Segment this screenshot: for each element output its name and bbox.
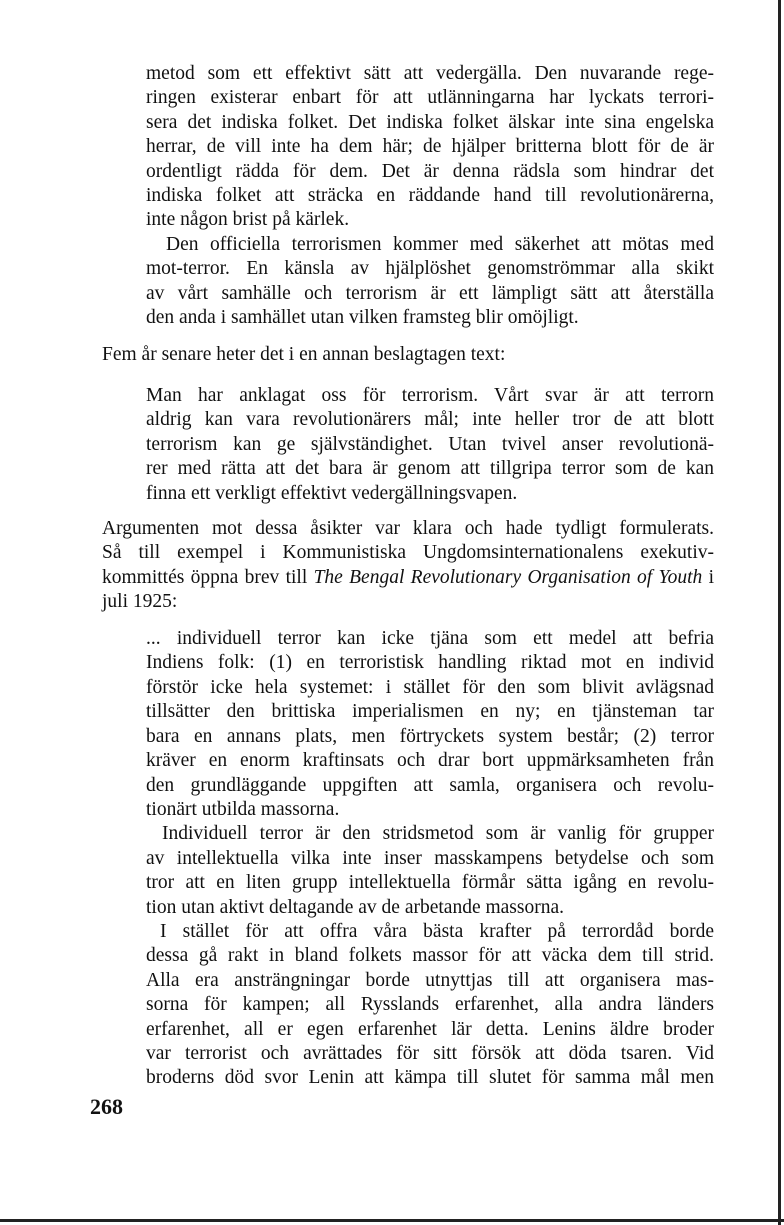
quote-1-line: inte någon brist på kärlek. [146,209,350,230]
quote-1-line: av vårt samhälle och terrorism är ett lämpligt sätt att återställa [146,283,714,304]
body-line-with-title [102,566,714,590]
quote-3-line: av intellektuella vilka inte inser masskampens betydelse och som [146,848,714,869]
quote-3-line: förstör icke hela systemet: i stället för den som blivit avlägsnad [146,677,714,698]
body-line: juli 1925: [102,591,178,612]
quote-3-line: I stället för att offra våra bästa krafter på terrordåd borde [160,921,714,942]
quote-1-line: herrar, de vill inte ha dem här; de hjälper britterna blott för de är [146,136,714,157]
quote-2-line: Man har anklagat oss för terrorism. Vårt svar är att terrorn [146,385,714,406]
quote-3-line: var terrorist och avrättades för sitt försök att döda tsaren. Vid [146,1043,714,1064]
quote-2-line: terrorism kan ge självständighet. Utan tvivel anser revolutionä- [146,434,714,455]
quote-1-line: Den officiella terrorismen kommer med säkerhet att mötas med [166,234,714,255]
quote-2-line: rer med rätta att det bara är genom att tillgripa terror som de kan [146,458,714,479]
quote-3-line: den grundläggande uppgiften att samla, organisera och revolu- [146,775,714,796]
quote-3-line: tror att en liten grupp intellektuella förmår sätta igång en revolu- [146,872,714,893]
quote-3-line: ... individuell terror kan icke tjäna som ett medel att befria [146,628,714,649]
quote-3-line: erfarenhet, all er egen erfarenhet lär detta. Lenins äldre broder [146,1019,714,1040]
quote-3-line: tillsätter den brittiska imperialismen en ny; en tjänsteman tar [146,701,714,722]
body-line-text: i [702,567,714,588]
quote-1-line: sera det indiska folket. Det indiska folket älskar inte sina engelska [146,112,714,133]
scan-edge-bottom [0,1219,784,1222]
scan-edge-right [778,0,781,1225]
quote-1-line: den anda i samhället utan vilken framsteg blir omöjligt. [146,307,579,328]
quote-1-line: ordentligt rädda för dem. Det är denna rädsla som hindrar det [146,161,714,182]
quote-3-line: bara en annans plats, men förtryckets system består; (2) terror [146,726,714,747]
quote-3-line: tionärt utbilda massorna. [146,799,340,820]
page-number: 268 [90,1094,123,1119]
quote-3-line: sorna för kampen; all Rysslands erfarenhet, alla andra länders [146,994,714,1015]
quote-3-line: Individuell terror är den stridsmetod som är vanlig för grupper [162,823,714,844]
quote-1-line: ringen existerar enbart för att utlänningarna har lyckats terrori- [146,87,714,108]
body-line: Så till exempel i Kommunistiska Ungdomsinternationalens exekutiv- [102,542,714,563]
quote-1-line: indiska folket att sträcka en räddande hand till revolutionärerna, [146,185,714,206]
quote-2-line: finna ett verkligt effektivt vedergällningsvapen. [146,483,518,504]
body-line: Argumenten mot dessa åsikter var klara och hade tydligt formulerats. [102,518,714,539]
quote-3-line: dessa gå rakt in bland folkets massor för att väcka dem till strid. [146,945,714,966]
quote-1-line: metod som ett effektivt sätt att vedergälla. Den nuvarande rege- [146,63,714,84]
organisation-title: The Bengal Revolutionary Organisation of Youth [313,567,703,588]
quote-2-line: aldrig kan vara revolutionärers mål; inte heller tror de att blott [146,409,714,430]
intro-line: Fem år senare heter det i en annan beslagtagen text: [102,344,506,365]
quote-3-line: Alla era ansträngningar borde utnyttjas till att organisera mas- [146,970,714,991]
quote-3-line: broderns död svor Lenin att kämpa till slutet för samma mål men [146,1067,714,1088]
quote-3-line: kräver en enorm kraftinsats och drar bort uppmärksamheten från [146,750,714,771]
quote-3-line: tion utan aktivt deltagande av de arbetande massorna. [146,897,565,918]
quote-1-line: mot-terror. En känsla av hjälplöshet genomströmmar alla skikt [146,258,714,279]
body-line-text: kommittés öppna brev till [102,567,314,588]
quote-3-line: Indiens folk: (1) en terroristisk handling riktad mot en individ [146,652,714,673]
